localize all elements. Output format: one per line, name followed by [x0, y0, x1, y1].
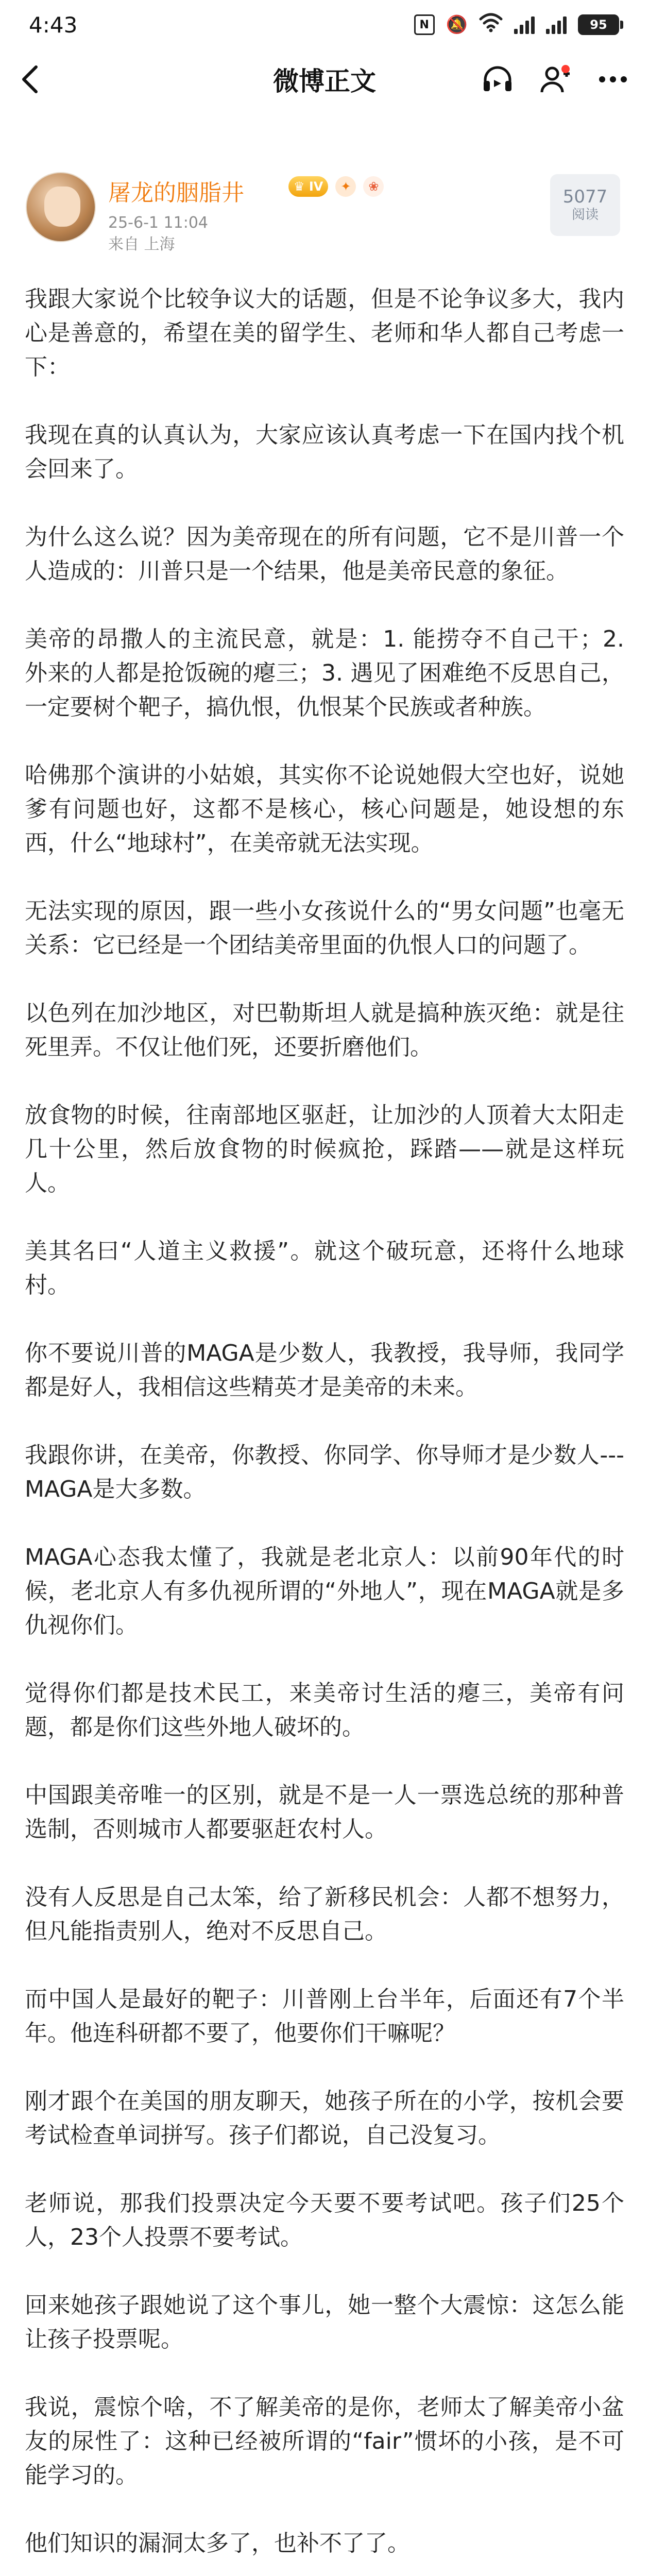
level-text: IV: [309, 179, 323, 194]
post-source: [108, 234, 208, 256]
read-count-badge: [550, 174, 620, 236]
fan-badge-icon[interactable]: ❀: [363, 176, 384, 197]
author-name[interactable]: 屠龙的胭脂井: [108, 180, 244, 206]
read-count-label: 阅读: [571, 207, 599, 223]
battery-level: 95: [578, 14, 619, 35]
listen-button[interactable]: [480, 62, 515, 97]
notification-dot: [561, 65, 570, 73]
article-paragraph: 美其名曰“人道主义救援”。就这个破玩意，还将什么地球村。: [25, 1238, 624, 1298]
post-time: 25-6-1 11:04: [108, 214, 208, 232]
battery-icon: [578, 14, 623, 35]
level-badge[interactable]: ♛ IV: [288, 176, 328, 197]
article-paragraph: 觉得你们都是技术民工，来美帝讨生活的瘪三，美帝有问题，都是你们这些外地人破坏的。: [25, 1680, 624, 1740]
article-paragraph: 我跟你讲，在美帝，你教授、你同学、你导师才是少数人---MAGA是大多数。: [25, 1442, 624, 1502]
read-count: 5077: [562, 187, 608, 207]
article-paragraph: 我说，震惊个啥，不了解美帝的是你，老师太了解美帝小盆友的尿性了：这种已经被所谓的“fair”惯坏的小孩，是不可能学习的。: [25, 2394, 624, 2488]
signal-icon-2: [546, 15, 567, 34]
article-paragraph: 我跟大家说个比较争议大的话题，但是不论争议多大，我内心是善意的，希望在美的留学生、老师和华人都自己考虑一下：: [25, 286, 624, 380]
verified-icon[interactable]: ✦: [335, 176, 356, 197]
wifi-icon: [479, 13, 503, 37]
article-paragraph: 以色列在加沙地区，对巴勒斯坦人就是搞种族灭绝：就是往死里弄。不仅让他们死，还要折磨他们。: [25, 1000, 624, 1060]
article-paragraph: MAGA心态我太懂了，我就是老北京人：以前90年代的时候，老北京人有多仇视所谓的“外地人”，现在MAGA就是多仇视你们。: [25, 1544, 624, 1638]
article-paragraph: 美帝的昂撒人的主流民意，就是：1. 能捞夺不自己干；2. 外来的人都是抢饭碗的瘪三；3. 遇见了困难绝不反思自己，一定要树个靶子，搞仇恨，仇恨某个民族或者种族。: [25, 626, 624, 720]
page-title: 微博正文: [273, 66, 376, 96]
article-paragraph: 无法实现的原因，跟一些小女孩说什么的“男女问题”也毫无关系：它已经是一个团结美帝里面的仇恨人口的问题了。: [25, 898, 624, 958]
article-paragraph: 为什么这么说？因为美帝现在的所有问题，它不是川普一个人造成的：川普只是一个结果，他是美帝民意的象征。: [25, 524, 624, 584]
article-body: [25, 282, 624, 2576]
article-paragraph: 你不要说川普的MAGA是少数人，我教授，我导师，我同学都是好人，我相信这些精英才是美帝的未来。: [25, 1340, 624, 1400]
more-icon: [599, 76, 627, 83]
article-paragraph: 放食物的时候，往南部地区驱赶，让加沙的人顶着大太阳走几十公里，然后放食物的时候疯抢，踩踏——就是这样玩人。: [25, 1102, 624, 1196]
avatar[interactable]: [26, 172, 96, 242]
article-paragraph: 哈佛那个演讲的小姑娘，其实你不论说她假大空也好，说她爹有问题也好，这都不是核心，核心问题是，她设想的东西，什么“地球村”，在美帝就无法实现。: [25, 762, 624, 856]
author-header: [26, 172, 623, 275]
article-paragraph: 我现在真的认真认为，大家应该认真考虑一下在国内找个机会回来了。: [25, 422, 624, 482]
post-location: 上海: [144, 235, 175, 253]
more-button[interactable]: [595, 62, 630, 97]
follow-button[interactable]: [538, 62, 573, 97]
author-badges: [288, 176, 384, 197]
article-paragraph: 回来她孩子跟她说了这个事儿，她一整个大震惊：这怎么能让孩子投票呢。: [25, 2292, 624, 2352]
article-paragraph: 没有人反思是自己太笨，给了新移民机会：人都不想努力，但凡能指责别人，绝对不反思自己。: [25, 1884, 624, 1944]
post-meta: [108, 212, 208, 256]
headphones-icon: [482, 64, 514, 94]
status-bar: [0, 0, 649, 49]
status-icons: [414, 13, 623, 37]
nav-actions: [480, 62, 630, 97]
article-paragraph: 而中国人是最好的靶子：川普刚上台半年，后面还有7个半年。他连科研都不要了，他要你们干嘛呢？: [25, 1986, 624, 2046]
source-prefix: 来自: [108, 235, 139, 253]
article-paragraph: 老师说，那我们投票决定今天要不要考试吧。孩子们25个人，23个人投票不要考试。: [25, 2190, 624, 2250]
article-paragraph: 刚才跟个在美国的朋友聊天，她孩子所在的小学，按机会要考试检查单词拼写。孩子们都说，自己没复习。: [25, 2088, 624, 2148]
mute-icon: 🔕: [446, 14, 468, 35]
nfc-icon: N: [414, 14, 435, 35]
article-paragraph: 中国跟美帝唯一的区别，就是不是一人一票选总统的那种普选制，否则城市人都要驱赶农村人。: [25, 1782, 624, 1842]
signal-icon: [514, 15, 535, 34]
nav-bar: [0, 49, 649, 109]
status-time: 4:43: [29, 12, 78, 38]
article-paragraph: 他们知识的漏洞太多了，也补不了了。: [25, 2530, 410, 2556]
